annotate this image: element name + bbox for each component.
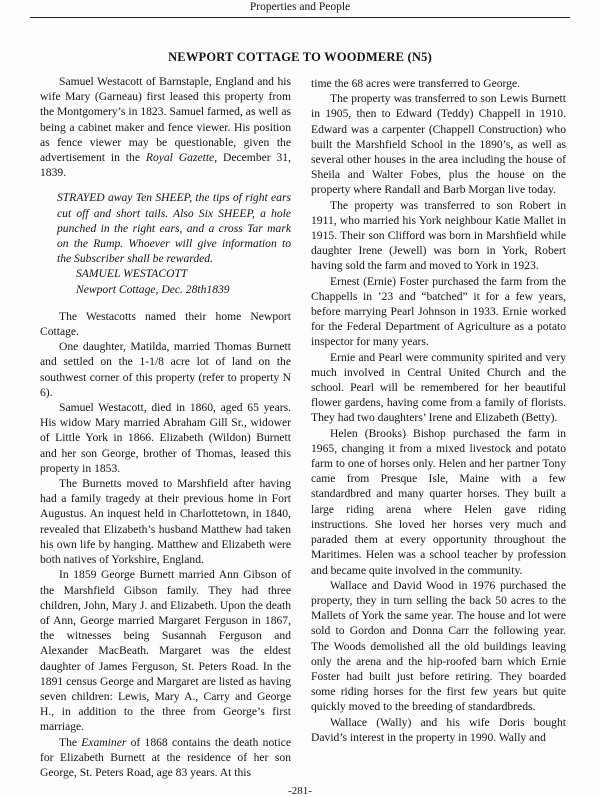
newspaper-name: Royal Gazette: [145, 151, 215, 165]
paragraph: Samuel Westacott of Barnstaple, England and his wife Mary (Garneau) first leased this property from the Montgomery’s in 1823. Samuel farmed, as well as being a cabinet maker and fence viewer. His position as fence viewer may be questionable, given the advertisement in the Royal Gazette, December 31, 1839.: [40, 75, 291, 180]
paragraph: Wallace and David Wood in 1976 purchased the property, they in turn selling the back 50 acres to the Mallets of York the same year. The house and lot were sold to Gordon and Donna Carr the following year. The Woods demolished all the old buildings leaving only the arena and the hip-roofed barn which Ernie Foster had built just before retiring. They boarded some riding horses for the first few years but quite quickly moved to the breeding of standardbreds.: [311, 578, 566, 714]
right-column: [311, 76, 566, 745]
paragraph: Ernest (Ernie) Foster purchased the farm from the Chappells in ’23 and “batched” it for a few years, before marrying Pearl Johnson in 1933. Ernie worked for the Federal Department of Agriculture as a potato inspector for many years.: [311, 274, 566, 349]
paragraph: Ernie and Pearl were community spirited and very much involved in Central United Church and the school. Pearl will be remembered for her beautiful flower gardens, having come from a family of florists. They had two daughters’ Irene and Elizabeth (Betty).: [311, 350, 566, 425]
paragraph: Samuel Westacott, died in 1860, aged 65 years. His widow Mary married Abraham Gill Sr., widower of Little York in 1866. Elizabeth (Wildon) Burnett and her son George, brother of Thomas, leased this property in 1853.: [40, 401, 291, 475]
quote-signature: SAMUEL WESTACOTT: [76, 267, 188, 281]
article-title: NEWPORT COTTAGE TO WOODMERE (N5): [168, 50, 432, 64]
left-column: [40, 74, 291, 780]
advertisement-quote: [57, 190, 291, 296]
paragraph: The Examiner of 1868 contains the death notice for Elizabeth Burnett at the residence of her son George, St. Peters Road, age 83 years. At this: [40, 735, 291, 779]
paragraph: Wallace (Wally) and his wife Doris bought David’s interest in the property in 1990. Wally and: [311, 715, 566, 744]
paragraph: The property was transferred to son Robert in 1911, who married his York neighbour Katie Mallet in 1915. Their son Clifford was born in Marshfield while daughter Irene (Jewell) was born in York, Robert having sold the farm and moved to York in 1923.: [311, 198, 566, 273]
newspaper-name: Examiner: [81, 735, 127, 749]
paragraph: Helen (Brooks) Bishop purchased the farm in 1965, changing it from a mixed livestock and potato farm to one of horses only. Helen and her partner Tony came from Presque Isle, Maine with a few standardbred and many quarter horses. They built a large riding arena where Helen gave riding instructions. She loved her horses very much and paraded them at every opportunity throughout the Maritimes. Helen was a school teacher by profession and became quite involved in the community.: [311, 426, 566, 577]
paragraph: The property was transferred to son Lewis Burnett in 1905, then to Edward (Teddy) Chappell in 1910. Edward was a carpenter (Chappell Construction) who built the Marshfield School in the 1890’s, as well as several other houses in the area including the house of Sheila and Walter Fobes, plus the house on the property where Randall and Barb Morgan live today.: [311, 92, 566, 197]
paragraph: One daughter, Matilda, married Thomas Burnett and settled on the 1-1/8 acre lot of land on the southwest corner of this property (refer to property N 6).: [40, 340, 291, 399]
quote-dateline: Newport Cottage, Dec. 28th1839: [76, 282, 230, 296]
paragraph: In 1859 George Burnett married Ann Gibson of the Marshfield Gibson family. They had three children, John, Mary J. and Elizabeth. Upon the death of Ann, George married Margaret Ferguson in 1867, the witnesses being Susannah Ferguson and Alexander MacBeath. Margaret was the eldest daughter of James Ferguson, St. Peters Road. In the 1891 census George and Margaret are listed as having seven children: Lewis, Mary A., Carry and George H., in addition to the three from George’s first marriage.: [40, 568, 291, 734]
paragraph: The Westacotts named their home Newport Cottage.: [40, 309, 291, 339]
quote-text: STRAYED away Ten SHEEP, the tips of right ears cut off and short tails. Also Six SHEEP, a hole punched in the right ears, and a cross Tar mark on the Rump. Whoever will give information to the Subscriber shall be rewarded.: [57, 191, 291, 266]
page-number: -281-: [288, 785, 312, 797]
running-head: Properties and People: [30, 0, 570, 18]
paragraph: time the 68 acres were transferred to George.: [311, 77, 521, 90]
paragraph: The Burnetts moved to Marshfield after having had a family tragedy at their previous home in Fort Augustus. An inquest held in Charlottetown, in 1840, revealed that Elizabeth’s husband Matthew had taken his own life by hanging. Matthew and Elizabeth were both natives of Yorkshire, England.: [40, 477, 291, 567]
